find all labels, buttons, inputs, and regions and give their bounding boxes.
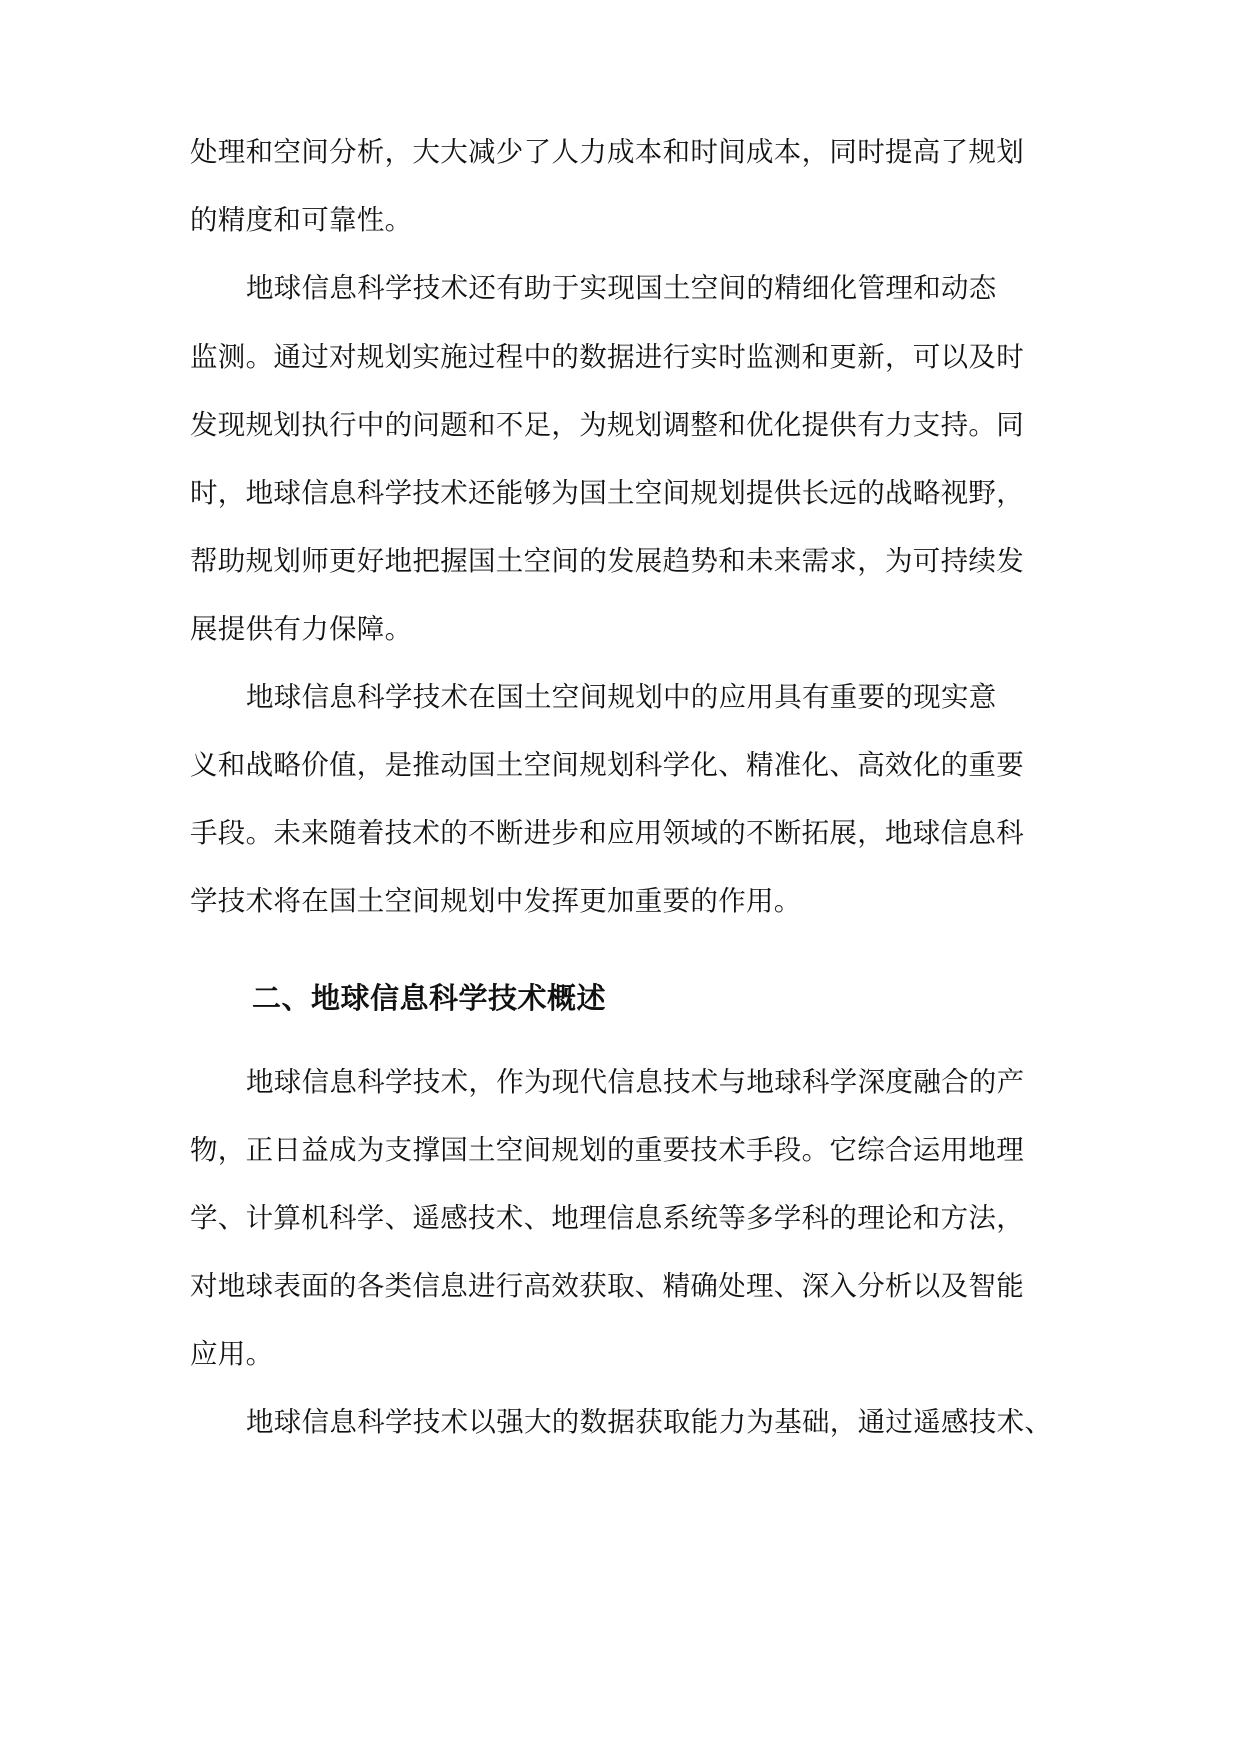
text-line: 地球信息科学技术还有助于实现国土空间的精细化管理和动态	[246, 272, 997, 304]
text-line: 地球信息科学技术在国土空间规划中的应用具有重要的现实意	[246, 681, 997, 713]
text-line: 地球信息科学技术，作为现代信息技术与地球科学深度融合的产	[246, 1066, 1025, 1098]
text-line: 应用。	[190, 1338, 274, 1370]
text-line: 发现规划执行中的问题和不足，为规划调整和优化提供有力支持。同	[190, 409, 1024, 441]
text-line: 学技术将在国土空间规划中发挥更加重要的作用。	[190, 885, 802, 917]
text-line: 义和战略价值，是推动国土空间规划科学化、精准化、高效化的重要	[190, 749, 1024, 781]
text-line: 时，地球信息科学技术还能够为国土空间规划提供长远的战略视野，	[190, 477, 1024, 509]
text-line: 地球信息科学技术以强大的数据获取能力为基础，通过遥感技术、	[246, 1406, 1053, 1438]
text-line: 展提供有力保障。	[190, 613, 413, 645]
text-line: 物，正日益成为支撑国土空间规划的重要技术手段。它综合运用地理	[190, 1134, 1024, 1166]
text-line: 手段。未来随着技术的不断进步和应用领域的不断拓展，地球信息科	[190, 817, 1024, 849]
text-line: 处理和空间分析，大大减少了人力成本和时间成本，同时提高了规划	[190, 136, 1024, 168]
text-line: 学、计算机科学、遥感技术、地理信息系统等多学科的理论和方法，	[190, 1202, 1024, 1234]
text-line: 帮助规划师更好地把握国土空间的发展趋势和未来需求，为可持续发	[190, 545, 1024, 577]
section-heading: 二、地球信息科学技术概述	[252, 981, 607, 1015]
text-line: 的精度和可靠性。	[190, 204, 413, 236]
text-line: 对地球表面的各类信息进行高效获取、精确处理、深入分析以及智能	[190, 1270, 1024, 1302]
text-line: 监测。通过对规划实施过程中的数据进行实时监测和更新，可以及时	[190, 341, 1024, 373]
